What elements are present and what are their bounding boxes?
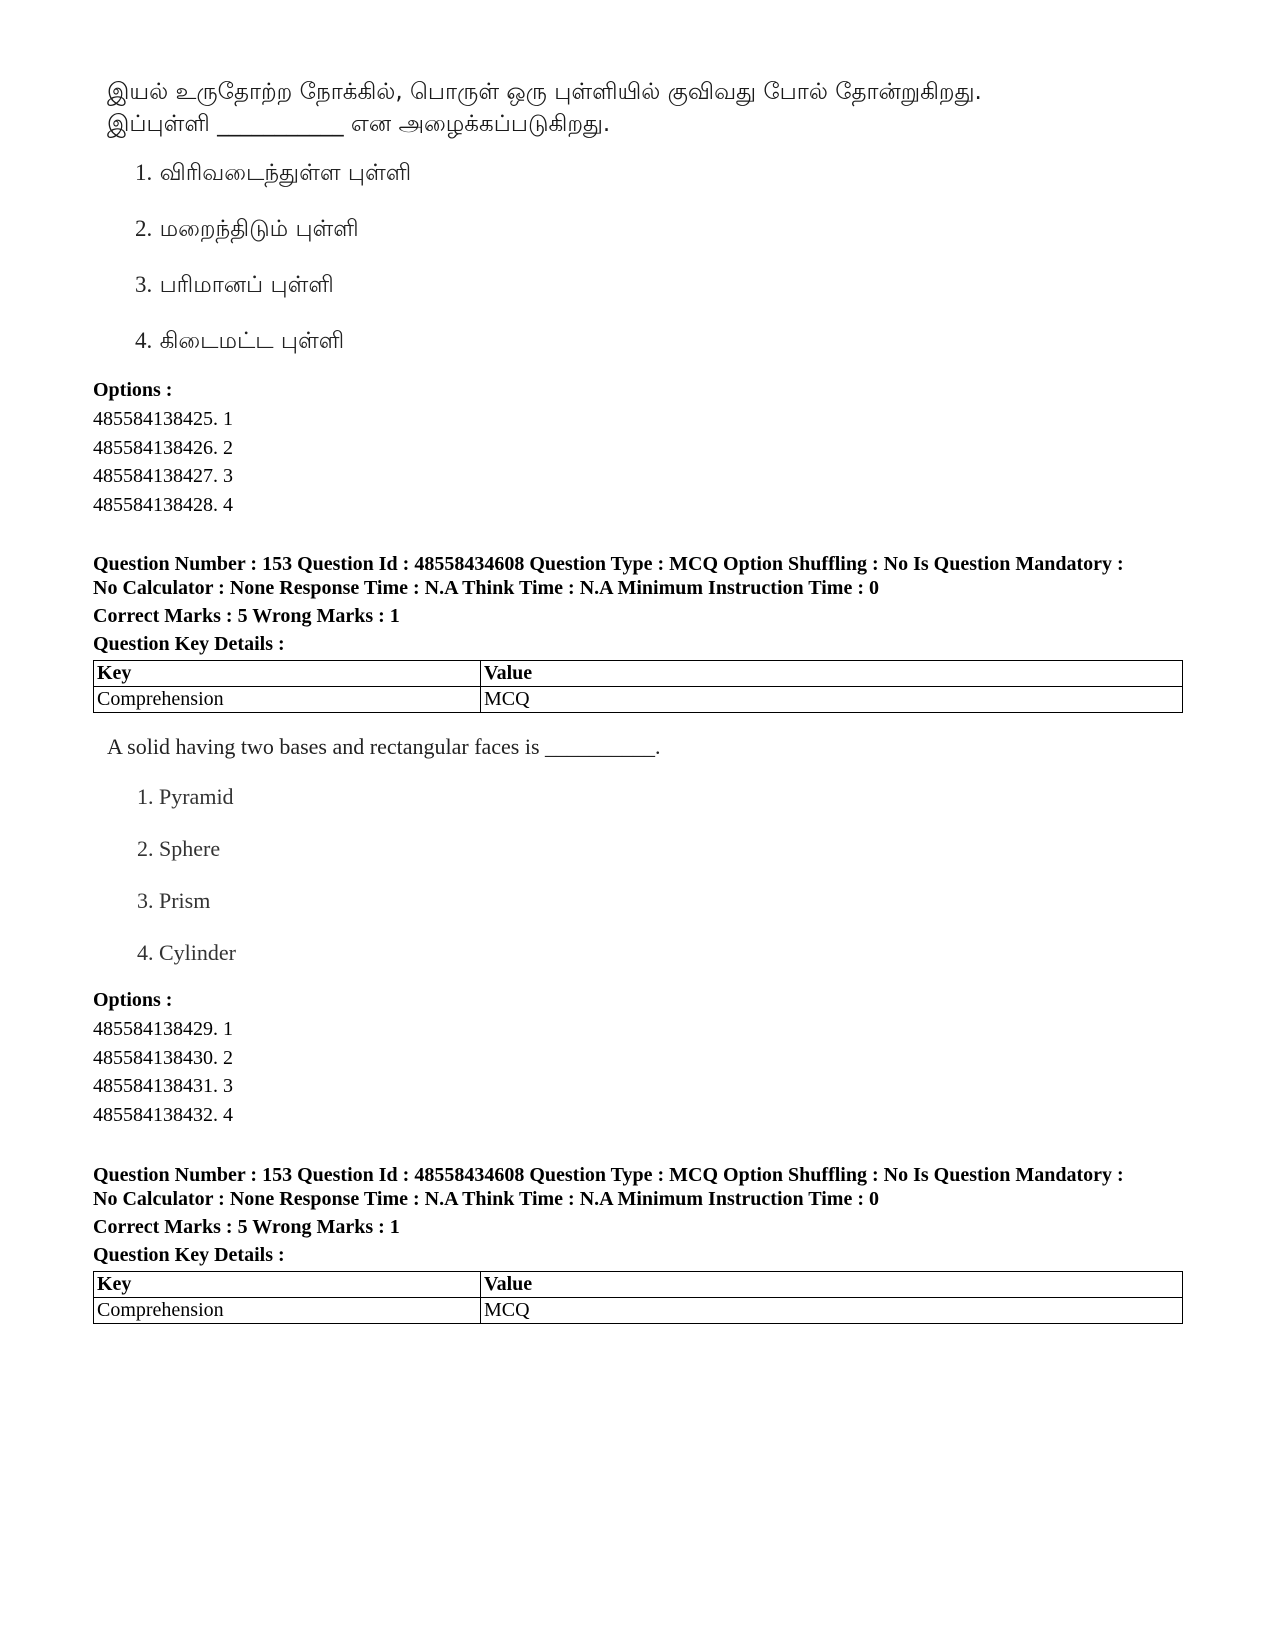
table-header-key: Key xyxy=(94,661,481,687)
question-stem: A solid having two bases and rectangular faces is __________. xyxy=(107,734,661,759)
table-header-value: Value xyxy=(481,661,1183,687)
question-stem-line-2: இப்புள்ளி ___________ என அழைக்கப்படுகிறது. xyxy=(107,111,611,137)
key-details-table xyxy=(93,660,1183,713)
option-id: 485584138425. 1 xyxy=(93,408,233,430)
choice-3: 3. பரிமானப் புள்ளி xyxy=(135,272,334,298)
choice-1: 1. Pyramid xyxy=(137,784,234,809)
table-cell-value: MCQ xyxy=(481,1298,1183,1324)
key-details-table xyxy=(93,1271,1183,1324)
table-cell-key: Comprehension xyxy=(94,1298,481,1324)
choice-3: 3. Prism xyxy=(137,888,211,913)
question-meta-line-2: No Calculator : None Response Time : N.A Think Time : N.A Minimum Instruction Time : 0 xyxy=(93,1188,879,1210)
table-row xyxy=(94,1298,1183,1324)
option-id: 485584138432. 4 xyxy=(93,1103,233,1126)
question-meta-line-1: Question Number : 153 Question Id : 48558434608 Question Type : MCQ Option Shuffling : No Is Question Mandatory : xyxy=(93,553,1124,575)
question-stem-line-1: இயல் உருதோற்ற நோக்கில், பொருள் ஒரு புள்ளியில் குவிவது போல் தோன்றுகிறது. xyxy=(107,79,982,105)
choice-4: 4. கிடைமட்ட புள்ளி xyxy=(135,328,345,354)
option-id: 485584138430. 2 xyxy=(93,1046,233,1069)
question-header xyxy=(93,1163,1183,1324)
options-block xyxy=(93,378,1183,519)
option-id: 485584138429. 1 xyxy=(93,1018,233,1040)
table-row xyxy=(94,687,1183,713)
options-block xyxy=(93,988,1183,1129)
options-label: Options : xyxy=(93,989,173,1011)
table-row xyxy=(94,661,1183,687)
table-header-key: Key xyxy=(94,1272,481,1298)
table-cell-value: MCQ xyxy=(481,687,1183,713)
choice-2: 2. மறைந்திடும் புள்ளி xyxy=(135,216,359,242)
table-cell-key: Comprehension xyxy=(94,687,481,713)
option-id: 485584138431. 3 xyxy=(93,1075,233,1097)
question-marks: Correct Marks : 5 Wrong Marks : 1 xyxy=(93,1216,400,1238)
question-meta-line-2: No Calculator : None Response Time : N.A Think Time : N.A Minimum Instruction Time : 0 xyxy=(93,577,879,599)
question-key-details-label: Question Key Details : xyxy=(93,1244,285,1266)
question-header xyxy=(93,552,1183,713)
choice-2: 2. Sphere xyxy=(137,836,221,861)
option-id: 485584138427. 3 xyxy=(93,465,233,487)
table-header-value: Value xyxy=(481,1272,1183,1298)
question-key-details-label: Question Key Details : xyxy=(93,633,285,655)
question-image-tamil xyxy=(107,76,1167,140)
question-image-english xyxy=(107,732,907,762)
choice-4: 4. Cylinder xyxy=(137,940,236,965)
option-id: 485584138426. 2 xyxy=(93,436,233,459)
options-label: Options : xyxy=(93,379,173,401)
option-id: 485584138428. 4 xyxy=(93,493,233,516)
question-meta-line-1: Question Number : 153 Question Id : 48558434608 Question Type : MCQ Option Shuffling : No Is Question Mandatory : xyxy=(93,1164,1124,1186)
table-row xyxy=(94,1272,1183,1298)
choice-1: 1. விரிவடைந்துள்ள புள்ளி xyxy=(135,160,412,186)
question-marks: Correct Marks : 5 Wrong Marks : 1 xyxy=(93,605,400,627)
